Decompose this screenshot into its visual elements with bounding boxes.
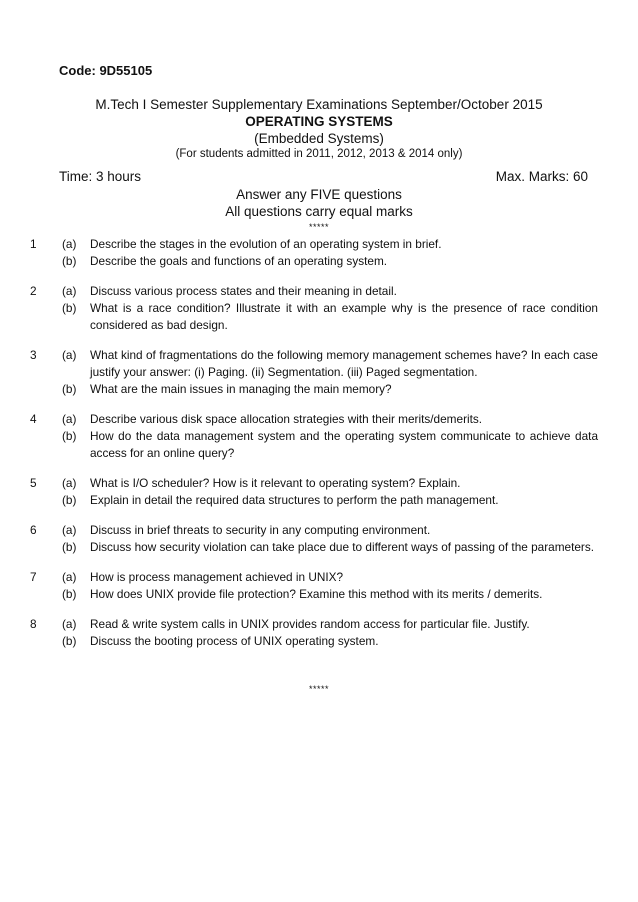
question-3-part (30, 347, 598, 381)
part-text: Explain in detail the required data structures to perform the path management. (90, 493, 499, 507)
footer-separator: ***** (308, 684, 329, 694)
part-label: (a) (62, 412, 77, 426)
max-marks: Max. Marks: 60 (495, 169, 588, 184)
part-text: How does UNIX provide file protection? Examine this method with its merits / demerits. (90, 587, 543, 601)
question-5-part (30, 475, 598, 492)
branch-name: (Embedded Systems) (254, 131, 384, 146)
question-8-part (30, 616, 598, 633)
part-label: (b) (62, 540, 77, 554)
part-label: (a) (62, 617, 77, 631)
question-2-part (30, 300, 598, 334)
question-3-part (30, 381, 598, 398)
question-1-part (30, 253, 598, 270)
question-7-part (30, 586, 598, 603)
part-label: (a) (62, 476, 77, 490)
part-text: Discuss various process states and their meaning in detail. (90, 284, 397, 298)
question-6-part (30, 539, 598, 556)
question-number (30, 253, 62, 270)
part-text: Describe the goals and functions of an operating system. (90, 254, 388, 268)
question-number (30, 539, 62, 556)
question-number (30, 586, 62, 603)
question-number: 5 (30, 476, 37, 490)
part-label: (b) (62, 254, 77, 268)
question-number: 3 (30, 348, 37, 362)
part-text: Read & write system calls in UNIX provides random access for particular file. Justify. (90, 617, 530, 631)
question-6 (30, 522, 598, 556)
part-label: (b) (62, 301, 77, 315)
part-text: What is a race condition? Illustrate it with an example why is the presence of race condition considered as bad design. (90, 301, 598, 332)
question-number: 7 (30, 570, 37, 584)
part-text: Discuss in brief threats to security in any computing environment. (90, 523, 431, 537)
part-text: How do the data management system and the operating system communicate to achieve data access for an online query? (90, 429, 598, 460)
part-label: (b) (62, 587, 77, 601)
subject-title: OPERATING SYSTEMS (245, 114, 393, 129)
part-label: (a) (62, 284, 77, 298)
question-4 (30, 411, 598, 462)
part-label: (a) (62, 348, 77, 362)
instruction-answer: Answer any FIVE questions (236, 187, 402, 202)
part-label: (b) (62, 429, 77, 443)
part-label: (a) (62, 237, 77, 251)
question-8-part (30, 633, 598, 650)
part-text: Discuss how security violation can take place due to different ways of passing of the parameters. (90, 540, 595, 554)
part-text: What are the main issues in managing the main memory? (90, 382, 392, 396)
question-number: 1 (30, 237, 37, 251)
question-5 (30, 475, 598, 509)
admission-note: (For students admitted in 2011, 2012, 2013 & 2014 only) (175, 148, 463, 160)
question-number: 2 (30, 284, 37, 298)
question-number: 6 (30, 523, 37, 537)
question-5-part (30, 492, 598, 509)
part-text: Discuss the booting process of UNIX operating system. (90, 634, 379, 648)
question-7 (30, 569, 598, 603)
question-list (30, 236, 598, 663)
exam-title: M.Tech I Semester Supplementary Examinations September/October 2015 (95, 97, 543, 112)
question-number: 4 (30, 412, 37, 426)
paper-code: Code: 9D55105 (59, 63, 153, 78)
question-4-part (30, 428, 598, 462)
part-label: (b) (62, 634, 77, 648)
question-1 (30, 236, 598, 270)
part-text: What kind of fragmentations do the following memory management schemes have? In each case justify your answer: (i) Paging. (ii) Segmentation. (iii) Paged segmentation. (90, 348, 598, 379)
part-label: (a) (62, 570, 77, 584)
exam-duration: Time: 3 hours (59, 169, 142, 184)
question-3 (30, 347, 598, 398)
question-4-part (30, 411, 598, 428)
question-2-part (30, 283, 598, 300)
part-label: (a) (62, 523, 77, 537)
question-1-part (30, 236, 598, 253)
question-8 (30, 616, 598, 650)
question-number (30, 492, 62, 509)
question-number: 8 (30, 617, 37, 631)
question-number (30, 300, 62, 334)
part-label: (b) (62, 382, 77, 396)
question-7-part (30, 569, 598, 586)
question-number (30, 381, 62, 398)
part-text: Describe the stages in the evolution of an operating system in brief. (90, 237, 442, 251)
part-text: Describe various disk space allocation strategies with their merits/demerits. (90, 412, 483, 426)
question-6-part (30, 522, 598, 539)
question-number (30, 428, 62, 462)
instruction-marks: All questions carry equal marks (225, 204, 413, 219)
part-text: What is I/O scheduler? How is it relevant to operating system? Explain. (90, 476, 461, 490)
header-separator: ***** (308, 222, 329, 232)
question-2 (30, 283, 598, 334)
part-label: (b) (62, 493, 77, 507)
question-number (30, 633, 62, 650)
part-text: How is process management achieved in UNIX? (90, 570, 344, 584)
